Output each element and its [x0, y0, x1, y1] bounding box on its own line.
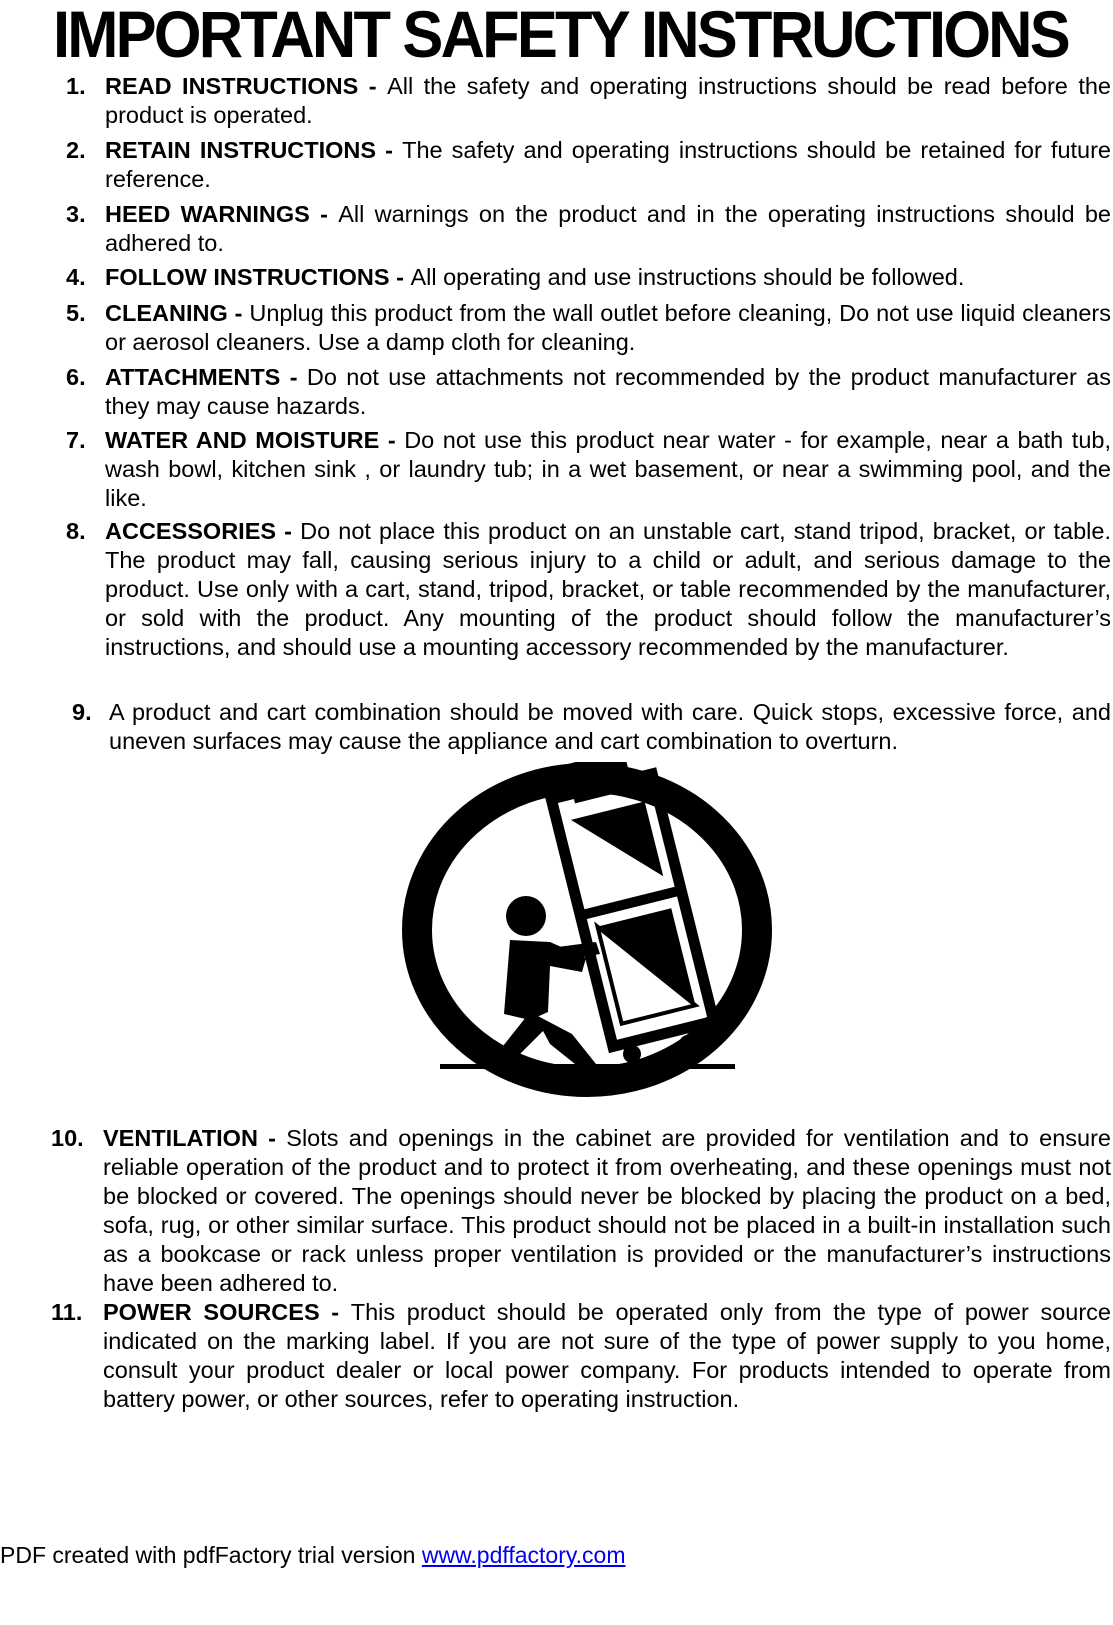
item-number: 3. [66, 201, 86, 227]
item-heading: WATER AND MOISTURE - [105, 427, 405, 453]
pdf-footer [0, 1541, 626, 1569]
item-heading: RETAIN INSTRUCTIONS - [105, 137, 403, 163]
instruction-item [51, 1298, 1111, 1414]
item-text: Do not use this product near water - for example, near a bath tub, wash bowl, kitchen sink , or laundry tub; in a wet basement, or near a swimming pool, and the like. [105, 427, 1112, 511]
item-number: 4. [66, 264, 86, 290]
item-number: 1. [66, 73, 86, 99]
item-text: All warnings on the product and in the operating instructions should be adhered to. [105, 201, 1111, 256]
item-text: Do not use attachments not recommended by the product manufacturer as they may cause hazards. [105, 364, 1111, 419]
page-title: IMPORTANT SAFETY INSTRUCTIONS [53, 0, 1068, 71]
item-heading: ATTACHMENTS - [105, 364, 307, 390]
item-heading: ACCESSORIES - [105, 518, 301, 544]
item-heading: HEED WARNINGS - [105, 201, 339, 227]
item-number: 8. [66, 518, 86, 544]
item-text: This product should be operated only from the type of power source indicated on the marking label. If you are not sure of the type of power supply to you home, consult your product dealer or local power company. For products intended to operate from battery power, or other sources, refer to operating instruction. [103, 1299, 1111, 1412]
item-text: A product and cart combination should be moved with care. Quick stops, excessive force, and uneven surfaces may cause the appliance and cart combination to overturn. [109, 699, 1111, 754]
item-number: 5. [66, 300, 86, 326]
item-text: The safety and operating instructions should be retained for future reference. [105, 137, 1112, 192]
instruction-item [66, 299, 1111, 357]
instruction-item [66, 263, 1111, 292]
item-number: 2. [66, 137, 86, 163]
item-heading: READ INSTRUCTIONS - [105, 73, 388, 99]
item-number: 7. [66, 427, 86, 453]
instruction-item [66, 517, 1111, 662]
instruction-item [72, 698, 1111, 756]
item-heading: CLEANING - [105, 300, 250, 326]
instruction-item [66, 72, 1111, 130]
item-heading: POWER SOURCES - [103, 1299, 351, 1325]
item-text: Slots and openings in the cabinet are provided for ventilation and to ensure reliable operation of the product and to protect it from overheating, and these openings must not be blocked or covered. The openings should never be blocked by placing the product on a bed, sofa, rug, or other similar surface. This product should not be placed in a built-in installation such as a bookcase or rack unless proper ventilation is provided or the manufacturer’s instructions have been adhered to. [103, 1125, 1111, 1296]
cart-tip-over-warning-icon [400, 762, 780, 1102]
item-heading: VENTILATION - [103, 1125, 287, 1151]
item-text: All operating and use instructions should be followed. [410, 264, 965, 290]
item-heading: FOLLOW INSTRUCTIONS - [105, 264, 411, 290]
item-number: 6. [66, 364, 86, 390]
item-number: 9. [72, 699, 92, 725]
instruction-item [66, 426, 1111, 513]
instruction-item [66, 363, 1111, 421]
item-text: All the safety and operating instructions should be read before the product is operated. [105, 73, 1111, 128]
item-number: 10. [51, 1125, 84, 1151]
instruction-item [66, 136, 1111, 194]
item-number: 11. [51, 1299, 83, 1325]
instruction-item [51, 1124, 1111, 1298]
instruction-item [66, 200, 1111, 258]
footer-text: PDF created with pdfFactory trial version [0, 1542, 422, 1568]
pdffactory-link[interactable]: www.pdffactory.com [421, 1542, 626, 1568]
item-text: Do not place this product on an unstable cart, stand tripod, bracket, or table. The product may fall, causing serious injury to a child or adult, and serious damage to the product. Use only with a cart, stand, tripod, bracket, or table recommended by the manufacturer, or sold with the product. Any mounting of the product should follow the manufacturer’s instructions, and should use a mounting accessory recommended by the manufacturer. [105, 518, 1112, 660]
item-text: Unplug this product from the wall outlet before cleaning, Do not use liquid cleaners or aerosol cleaners. Use a damp cloth for cleaning. [105, 300, 1112, 355]
